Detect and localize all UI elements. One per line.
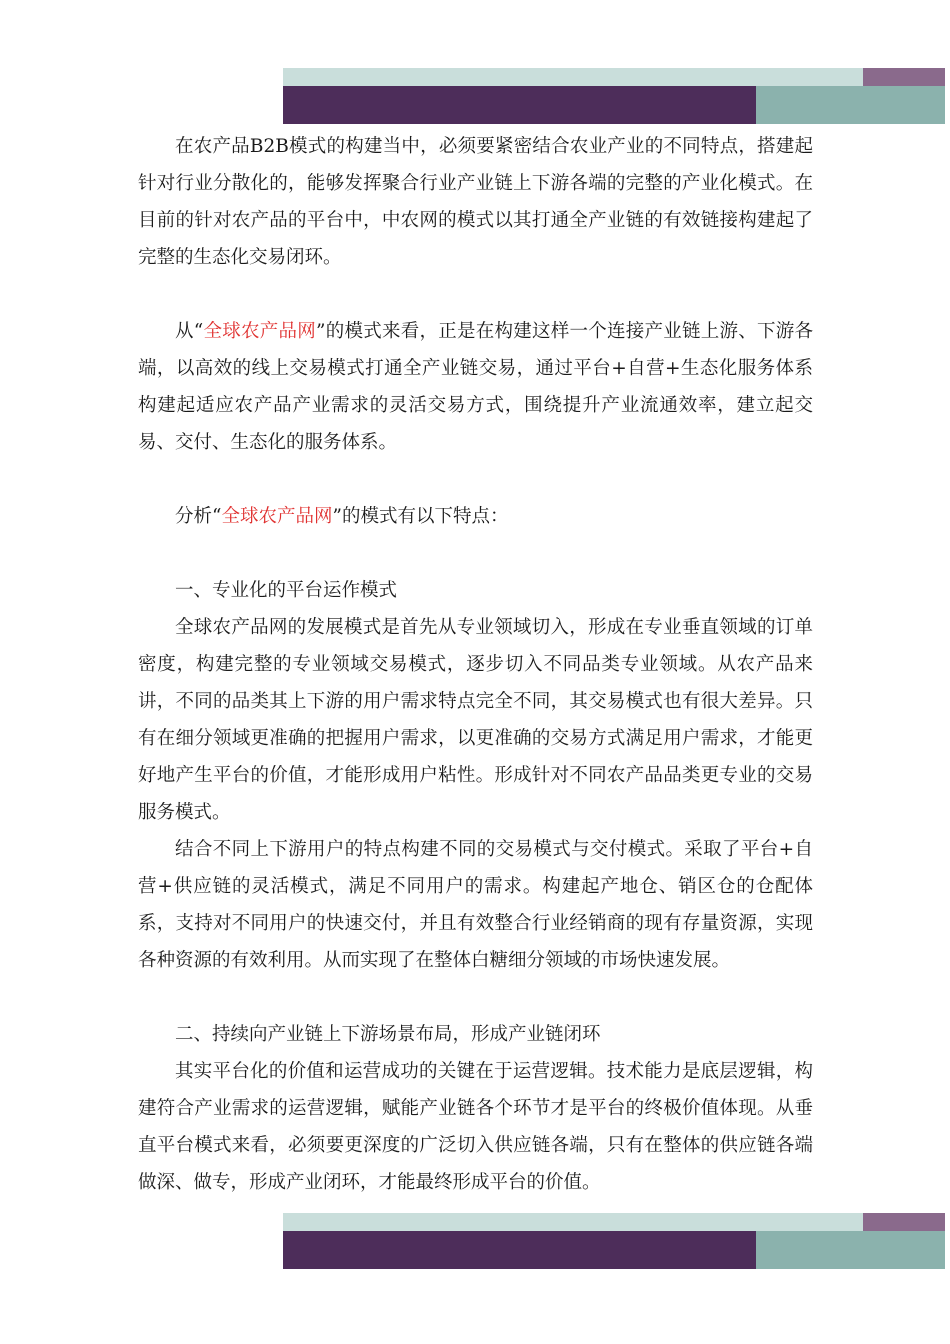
text: ”的模式来看，正是在构建这样一个连接产业链上游、下游各端，以高效的线上交易模式打通全产业链交易，通过平台+自营+生态化服务体系构建起适应农产品产业需求的灵活交易方式，围绕提升产业流通效率，建立起交易、交付、生态化的服务体系。 — [138, 321, 813, 453]
paragraph-intro: 在农产品B2B模式的构建当中，必须要紧密结合农业产业的不同特点，搭建起针对行业分散化的，能够发挥聚合行业产业链上下游各端的完整的产业化模式。在目前的针对农产品的平台中，中农网的模式以其打通全产业链的有效链接构建起了完整的生态化交易闭环。 — [138, 136, 813, 268]
header-band-purple-light — [863, 68, 945, 86]
text: ”的模式有以下特点： — [332, 506, 509, 527]
paragraph-model-overview — [138, 313, 813, 461]
header-band-purple — [283, 86, 756, 124]
paragraph-analysis-lead — [138, 498, 813, 535]
header-band-teal — [756, 86, 945, 124]
footer-band-light — [283, 1213, 863, 1231]
paragraph-section-1-b: 结合不同上下游用户的特点构建不同的交易模式与交付模式。采取了平台+自营+供应链的灵活模式，满足不同用户的需求。构建起产地仓、销区仓的仓配体系，支持对不同用户的快速交付，并且有效整合行业经销商的现有存量资源，实现各种资源的有效利用。从而实现了在整体白糖细分领域的市场快速发展。 — [138, 839, 813, 971]
header-band-light — [283, 68, 863, 86]
brand-name: 全球农产品网 — [221, 506, 333, 527]
footer-band-teal — [756, 1231, 945, 1269]
footer-band-purple-light — [863, 1213, 945, 1231]
document-body — [138, 128, 813, 1201]
footer-band-purple — [283, 1231, 756, 1269]
text: 分析“ — [175, 506, 222, 527]
section-heading-2: 二、持续向产业链上下游场景布局，形成产业链闭环 — [175, 1024, 601, 1045]
brand-name: 全球农产品网 — [203, 321, 316, 342]
paragraph-section-2: 其实平台化的价值和运营成功的关键在于运营逻辑。技术能力是底层逻辑，构建符合产业需求的运营逻辑，赋能产业链各个环节才是平台的终极价值体现。从垂直平台模式来看，必须要更深度的广泛切入供应链各端，只有在整体的供应链各端做深、做专，形成产业闭环，才能最终形成平台的价值。 — [138, 1061, 813, 1193]
paragraph-section-1-a: 全球农产品网的发展模式是首先从专业领域切入，形成在专业垂直领域的订单密度，构建完整的专业领域交易模式，逐步切入不同品类专业领域。从农产品来讲，不同的品类其上下游的用户需求特点完全不同，其交易模式也有很大差异。只有在细分领域更准确的把握用户需求，以更准确的交易方式满足用户需求，才能更好地产生平台的价值，才能形成用户粘性。形成针对不同农产品品类更专业的交易服务模式。 — [138, 617, 813, 823]
section-heading-1: 一、专业化的平台运作模式 — [175, 580, 398, 601]
text: 从“ — [175, 321, 204, 342]
